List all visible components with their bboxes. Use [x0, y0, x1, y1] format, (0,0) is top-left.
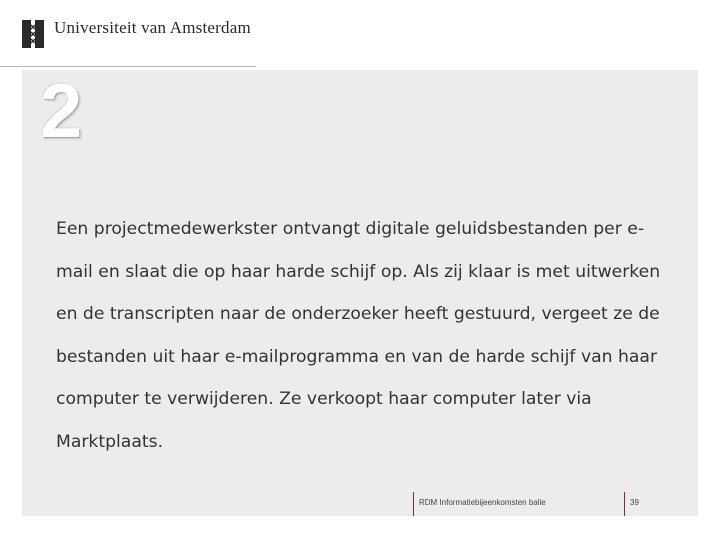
body-text: Een projectmedewerkster ontvangt digitale geluidsbestanden per e-mail en slaat die op haar harde schijf op. Als zij klaar is met uitwerken en de transcripten naar de onderzoeker heeft gestuurd, vergeet ze de bestanden uit haar e-mailprogramma en van de harde schijf van haar computer te verwijderen. Ze verkoopt haar computer later via Marktplaats.	[56, 219, 661, 452]
uva-shield-icon	[22, 20, 44, 48]
page-number: 39	[630, 498, 639, 507]
footer-divider-right	[624, 492, 625, 516]
header	[0, 0, 720, 66]
institution-name: Universiteit van Amsterdam	[54, 18, 251, 37]
footer-divider-left	[413, 492, 414, 516]
footer-label: RDM Informatiebijeenkomsten balie	[419, 498, 546, 507]
slide-number: 2	[40, 69, 83, 154]
header-divider	[0, 66, 256, 67]
